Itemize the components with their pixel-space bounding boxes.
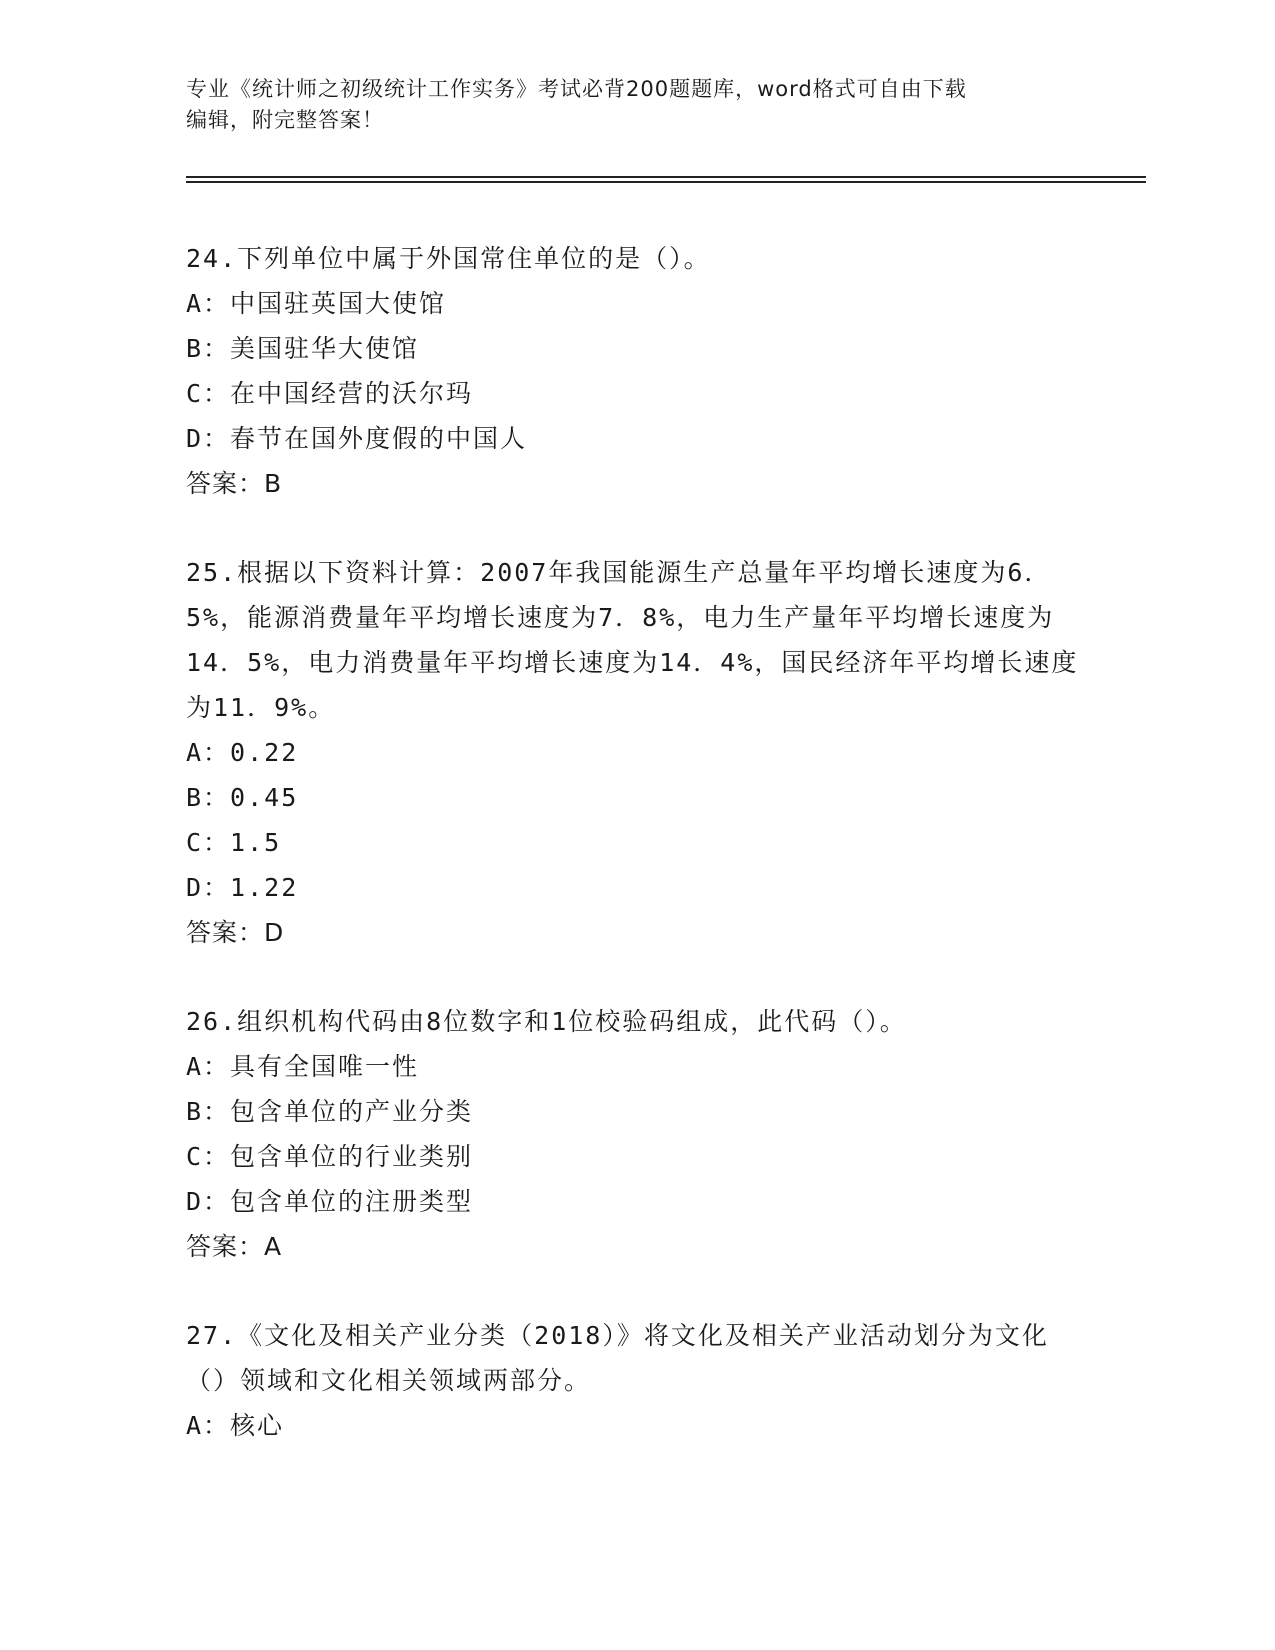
question-list	[186, 236, 1086, 1492]
question-25	[186, 550, 1086, 955]
answer: 答案：B	[186, 469, 283, 498]
question-stem: 27.《文化及相关产业分类（2018）》将文化及相关产业活动划分为文化（）领域和文化相关领域两部分。	[186, 1321, 1049, 1395]
question-stem: 25.根据以下资料计算：2007年我国能源生产总量年平均增长速度为6．5%，能源消费量年平均增长速度为7．8%，电力生产量年平均增长速度为14．5%，电力消费量年平均增长速度为14．4%，国民经济年平均增长速度为11．9%。	[186, 558, 1079, 722]
option-a: A：具有全国唯一性	[186, 1052, 420, 1081]
option-a: A：中国驻英国大使馆	[186, 289, 447, 318]
option-c: C：在中国经营的沃尔玛	[186, 379, 474, 408]
question-26	[186, 999, 1086, 1269]
header-line-1: 专业《统计师之初级统计工作实务》考试必背200题题库，word格式可自由下载	[186, 77, 967, 101]
header-line-2: 编辑，附完整答案！	[186, 108, 384, 132]
question-24	[186, 236, 1086, 506]
answer: 答案：A	[186, 1232, 283, 1261]
option-a: A：0.22	[186, 738, 299, 767]
question-stem: 24.下列单位中属于外国常住单位的是（）。	[186, 244, 711, 273]
option-d: D：春节在国外度假的中国人	[186, 424, 528, 453]
option-d: D：1.22	[186, 873, 299, 902]
option-b: B：0.45	[186, 783, 299, 812]
option-d: D：包含单位的注册类型	[186, 1187, 474, 1216]
option-b: B：美国驻华大使馆	[186, 334, 420, 363]
option-c: C：包含单位的行业类别	[186, 1142, 474, 1171]
answer: 答案：D	[186, 918, 285, 947]
option-c: C：1.5	[186, 828, 282, 857]
question-27	[186, 1313, 1086, 1448]
header-divider-top	[186, 176, 1146, 178]
option-a: A：核心	[186, 1411, 285, 1440]
question-stem: 26.组织机构代码由8位数字和1位校验码组成，此代码（）。	[186, 1007, 907, 1036]
option-b: B：包含单位的产业分类	[186, 1097, 474, 1126]
document-header	[186, 74, 1086, 136]
header-divider-bottom	[186, 181, 1146, 183]
